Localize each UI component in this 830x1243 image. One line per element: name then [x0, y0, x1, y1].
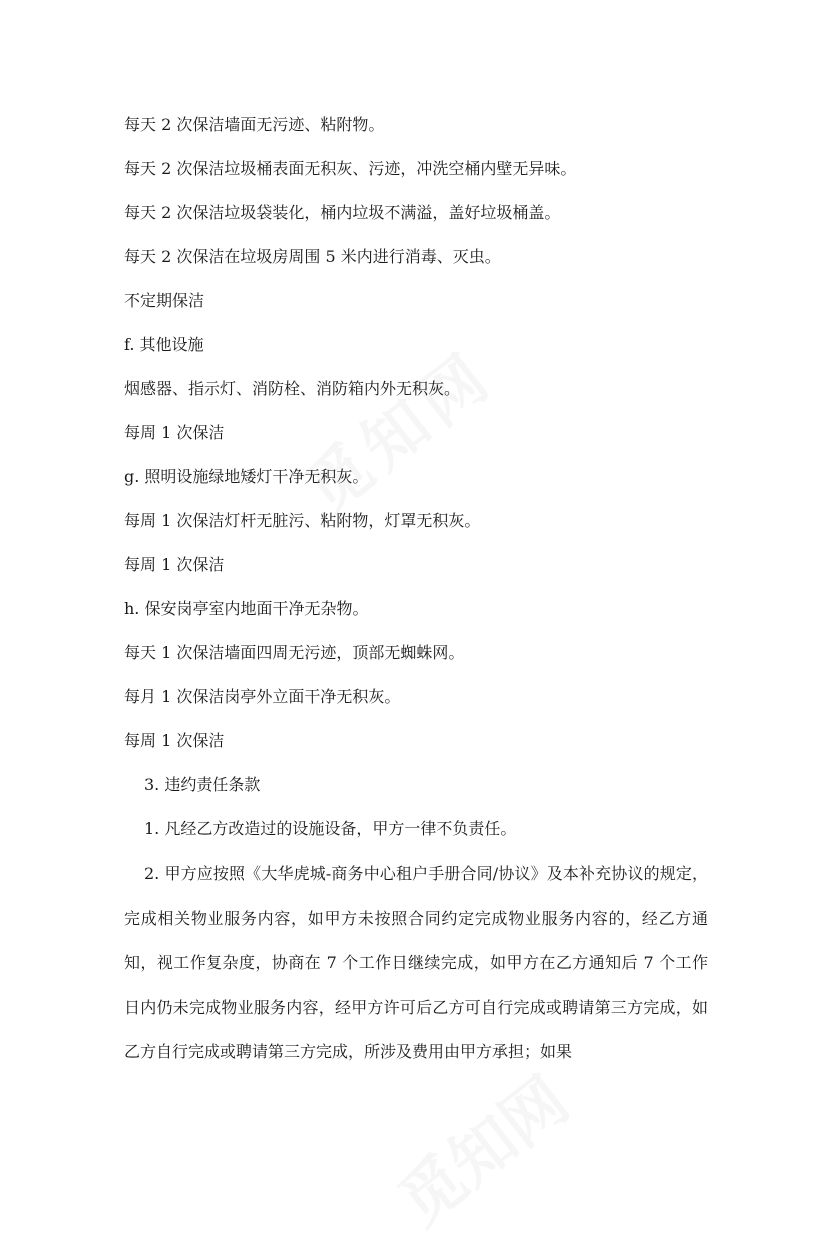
clause-1: 1. 凡经乙方改造过的设施设备，甲方一律不负责任。	[144, 819, 517, 838]
text-line: 每周 1 次保洁	[124, 555, 225, 574]
text-line: 每月 1 次保洁岗亭外立面干净无积灰。	[124, 687, 401, 706]
text-line: 每天 2 次保洁垃圾桶表面无积灰、污迹，冲洗空桶内壁无异味。	[124, 159, 577, 178]
clause-2: 2. 甲方应按照《大华虎城-商务中心租户手册合同/协议》及本补充协议的规定，完成相关物业服务内容，如甲方未按照合同约定完成物业服务内容的，经乙方通知，视工作复杂度，协商在 7 个工作日继续完成，如甲方在乙方通知后 7 个工作日内仍未完成物业服务内容，经甲方许可后乙方可自行完成或聘请第三方完成，如乙方自行完成或聘请第三方完成，所涉及费用由甲方承担；如果	[124, 864, 708, 1062]
subsection-heading: h. 保安岗亭室内地面干净无杂物。	[124, 599, 369, 618]
subsection-heading: g. 照明设施绿地矮灯干净无积灰。	[124, 467, 369, 486]
subsection-heading: f. 其他设施	[124, 335, 204, 354]
text-line: 烟感器、指示灯、消防栓、消防箱内外无积灰。	[124, 379, 461, 398]
text-line: 每周 1 次保洁	[124, 731, 225, 750]
text-line: 不定期保洁	[124, 291, 205, 310]
section-heading: 3. 违约责任条款	[144, 775, 261, 794]
text-line: 每周 1 次保洁	[124, 423, 225, 442]
text-line: 每周 1 次保洁灯杆无脏污、粘附物，灯罩无积灰。	[124, 511, 481, 530]
text-line: 每天 1 次保洁墙面四周无污迹，顶部无蜘蛛网。	[124, 643, 465, 662]
text-line: 每天 2 次保洁墙面无污迹、粘附物。	[124, 115, 385, 134]
text-line: 每天 2 次保洁在垃圾房周围 5 米内进行消毒、灭虫。	[124, 247, 501, 266]
text-line: 每天 2 次保洁垃圾袋装化，桶内垃圾不满溢，盖好垃圾桶盖。	[124, 203, 561, 222]
